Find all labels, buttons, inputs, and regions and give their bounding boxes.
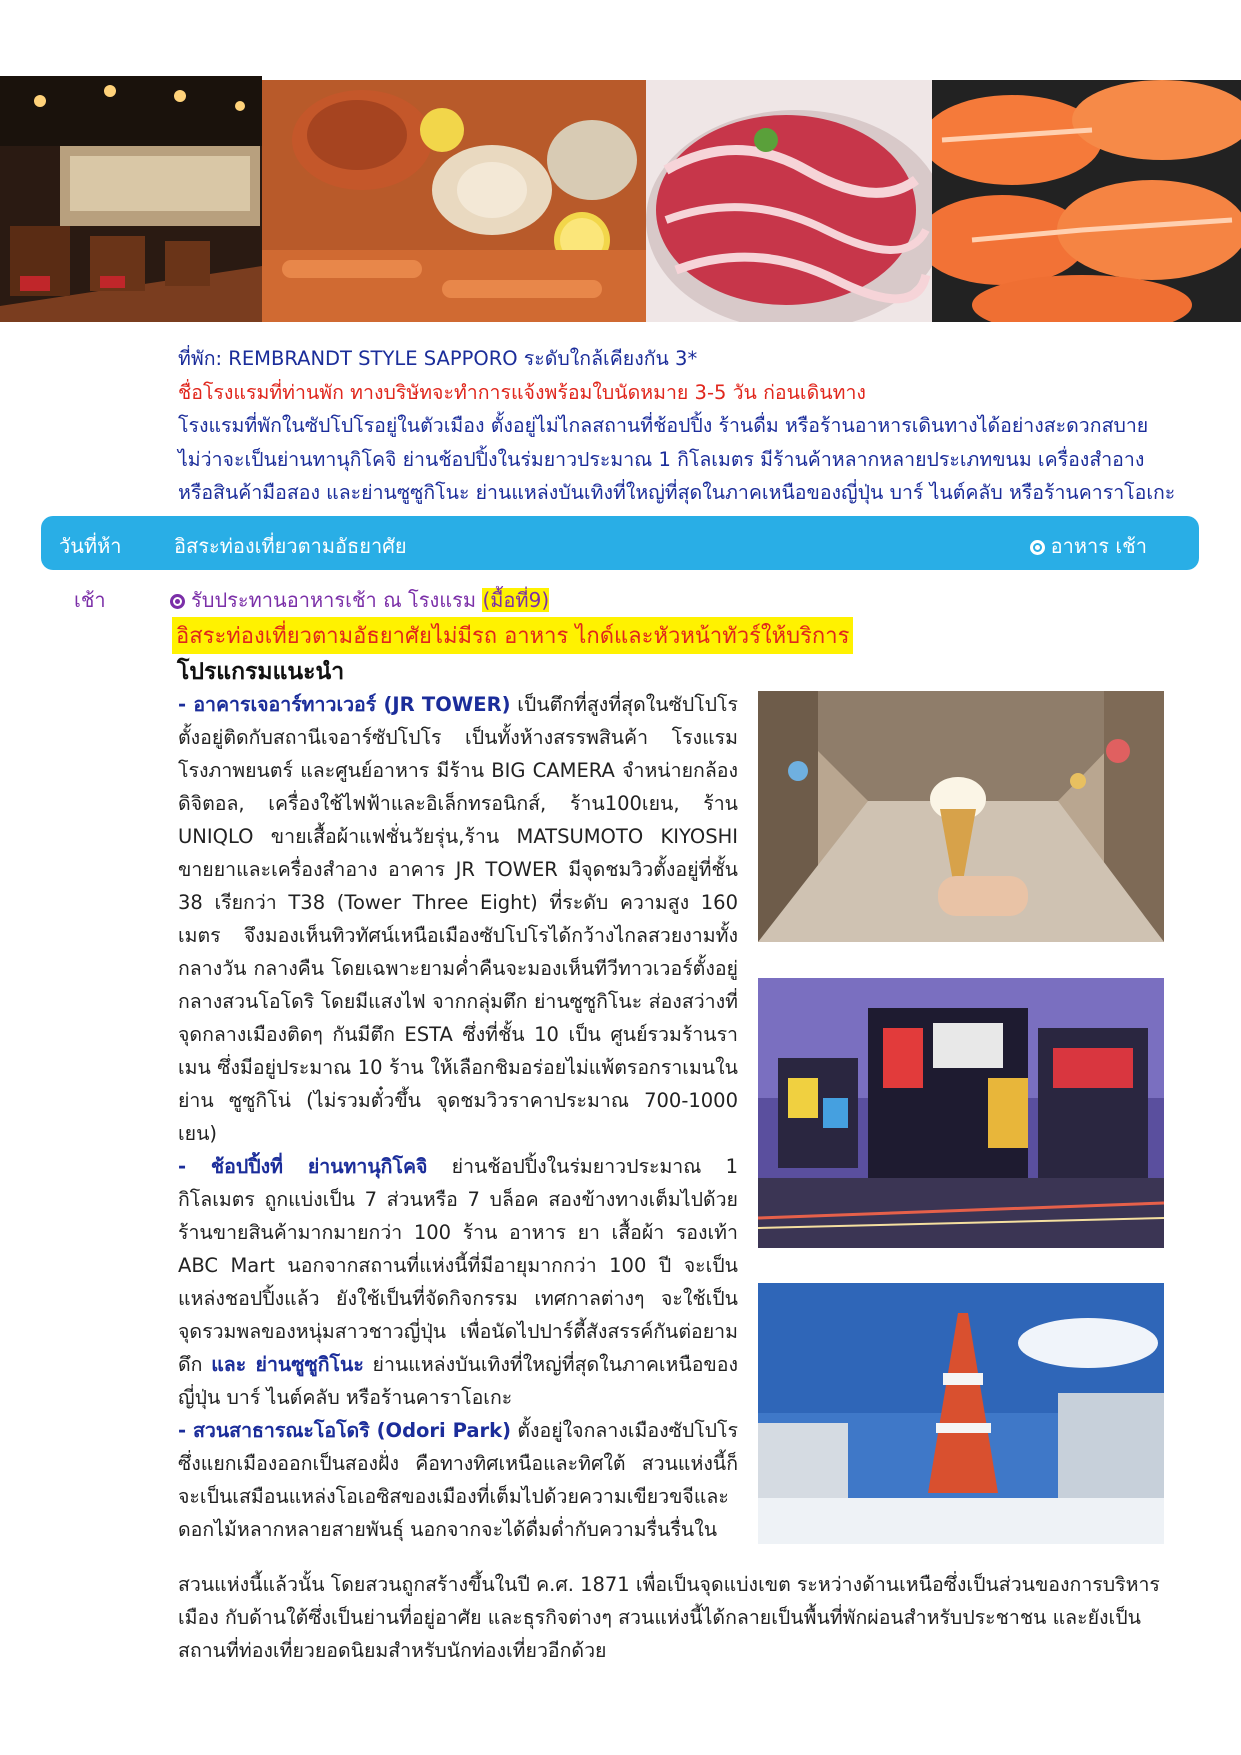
- meal-plate-icon: [1030, 540, 1045, 555]
- tanuki-paragraph: [178, 1150, 738, 1414]
- odori-paragraph: [178, 1414, 738, 1546]
- program-body: [178, 688, 738, 1546]
- seafood-platter-photo: [262, 80, 646, 322]
- free-time-notice: อิสระท่องเที่ยวตามอัธยาศัยไม่มีรถ อาหาร ไกด์และหัวหน้าทัวร์ให้บริการ: [172, 617, 853, 654]
- tanuki-heading: - ช้อปปิ้งที่ ย่านทานุกิโคจิ: [178, 1155, 428, 1178]
- wagyu-beef-photo: [646, 80, 932, 322]
- breakfast-line: [170, 584, 549, 616]
- morning-label: เช้า: [74, 588, 106, 612]
- salmon-sushi-photo: [932, 80, 1241, 322]
- day-meal-label: อาหาร เช้า: [1050, 534, 1147, 558]
- breakfast-text: รับประทานอาหารเช้า ณ โรงแรม: [191, 588, 477, 612]
- hotel-desc-line: โรงแรมที่พักในซัปโปโรอยู่ในตัวเมือง ตั้งอยู่ไม่ไกลสถานที่ช้อปปิ้ง ร้านดื่ม หรือร้านอาหารเดินทางได้อย่างสะดวกสบาย: [178, 414, 1149, 437]
- sapporo-tv-tower-photo: [758, 1283, 1164, 1544]
- day-title: อิสระท่องเที่ยวตามอัธยาศัย: [174, 534, 407, 558]
- hotel-desc-line: ไม่ว่าจะเป็นย่านทานุกิโคจิ ย่านช้อปปิ้งในร่มยาวประมาณ 1 กิโลเมตร มีร้านค้าหลากหลายประเภทขนม เครื่องสำอาง: [178, 447, 1145, 471]
- jr-tower-paragraph: [178, 688, 738, 1150]
- recommended-program-title: โปรแกรมแนะนำ: [177, 659, 345, 685]
- jr-tower-heading: - อาคารเจอาร์ทาวเวอร์ (JR TOWER): [178, 693, 511, 716]
- odori-tail-text: สวนแห่งนี้แล้วนั้น โดยสวนถูกสร้างขึ้นในปี ค.ศ. 1871 เพื่อเป็นจุดแบ่งเขต ระหว่างด้านเหนือซึ่งเป็นส่วนของการบริหารเมือง กับด้านใต้ซึ่งเป็นย่านที่อยู่อาศัย และธุรกิจต่างๆ สวนแห่งนี้ได้กลายเป็นพื้นที่พักผ่อนสำหรับประชาชน และยังเป็นสถานที่ท่องเที่ยวยอดนิยมสำหรับนักท่องเที่ยวอีกด้วย: [178, 1573, 1160, 1662]
- hotel-desc-line: หรือสินค้ามือสอง และย่านซูซูกิโนะ ย่านแหล่งบันเทิงที่ใหญ่ที่สุดในภาคเหนือของญี่ปุ่น บาร์ ไนต์คลับ หรือร้านคาราโอเกะ: [178, 481, 1176, 504]
- susukino-text: ย่านแหล่งบันเทิงที่ใหญ่ที่สุดในภาคเหนือของญี่ปุ่น บาร์ ไนต์คลับ หรือร้านคาราโอเกะ: [178, 1353, 738, 1409]
- susukino-heading: และ ย่านซูซูกิโนะ: [211, 1353, 364, 1376]
- ice-cream-arcade-photo: [758, 691, 1164, 942]
- day-label: วันที่ห้า: [59, 534, 122, 558]
- hotel-name-line: ที่พัก: REMBRANDT STYLE SAPPORO ระดับใกล้เคียงกัน 3*: [178, 347, 698, 370]
- jr-tower-text: เป็นตึกที่สูงที่สุดในซัปโปโร ตั้งอยู่ติดกับสถานีเจอาร์ซัปโปโร เป็นทั้งห้างสรรพสินค้า โรงแรม โรงภาพยนตร์ และศูนย์อาหาร มีร้าน BIG CAMERA จำหน่ายกล้องดิจิตอล, เครื่องใช้ไฟฟ้าและอิเล็กทรอนิกส์, ร้าน100เยน, ร้าน UNIQLO ขายเสื้อผ้าแฟชั่นวัยรุ่น,ร้าน MATSUMOTO KIYOSHI ขายยาและเครื่องสำอาง อาคาร JR TOWER มีจุดชมวิวตั้งอยู่ที่ชั้น 38 เรียกว่า T38 (Tower Three Eight) ที่ระดับ ความสูง 160 เมตร จึงมองเห็นทิวทัศน์เหนือเมืองซัปโปโรได้กว้างไกลสวยงามทั้งกลางวัน กลางคืน โดยเฉพาะยามค่ำคืนจะมองเห็นทีวีทาวเวอร์ตั้งอยู่กลางสวนโอโดริ โดยมีแสงไฟ จากกลุ่มตึก ย่านซูซูกิโนะ ส่องสว่างที่จุดกลางเมืองติดๆ กันมีตึก ESTA ซึ่งที่ชั้น 10 เป็น ศูนย์รวมร้านราเมน ซึ่งมีอยู่ประมาณ 10 ร้าน ให้เลือกชิมอร่อยไม่แพ้ตรอกราเมนในย่าน ซูซูกิโน่ (ไม่รวมตั๋วขึ้น จุดชมวิวราคาประมาณ 700-1000 เยน): [178, 693, 738, 1145]
- day-header-bar: [41, 516, 1199, 570]
- restaurant-interior-photo: [0, 76, 262, 322]
- odori-heading: - สวนสาธารณะโอโดริ (Odori Park): [178, 1419, 512, 1442]
- odori-text: ตั้งอยู่ใจกลางเมืองซัปโปโร ซึ่งแยกเมืองออกเป็นสองฝั่ง คือทางทิศเหนือและทิศใต้ สวนแห่งนี้ก็จะเป็นเสมือนแหล่งโอเอซิสของเมืองที่เต็มไปด้วยความเขียวขจีและดอกไม้หลากหลายสายพันธุ์ นอกจากจะได้ดื่มด่ำกับความรื่นรื่นใน: [178, 1419, 739, 1541]
- meal-plate-icon: [170, 594, 185, 609]
- susukino-crossing-photo: [758, 978, 1164, 1248]
- tanuki-text: ย่านช้อปปิ้งในร่มยาวประมาณ 1 กิโลเมตร ถูกแบ่งเป็น 7 ส่วนหรือ 7 บล็อค สองข้างทางเต็มไปด้วยร้านขายสินค้ามากมายกว่า 100 ร้าน อาหาร ยา เสื้อผ้า รองเท้า ABC Mart นอกจากสถานที่แห่งนี้ที่มีอายุมากกว่า 100 ปี จะเป็นแหล่งชอปปิ้งแล้ว ยังใช้เป็นที่จัดกิจกรรม เทศกาลต่างๆ จะใช้เป็นจุดรวมพลของหนุ่มสาวชาวญี่ปุ่น เพื่อนัดไปปาร์ตี้สังสรรค์กันต่อยามดึก: [178, 1155, 738, 1376]
- odori-tail: [178, 1568, 1178, 1667]
- hotel-info: [178, 342, 1198, 510]
- hotel-notice-line: ชื่อโรงแรมที่ท่านพัก ทางบริษัทจะทำการแจ้งพร้อมใบนัดหมาย 3-5 วัน ก่อนเดินทาง: [178, 380, 866, 404]
- meal-number: (มื้อที่9): [482, 588, 550, 612]
- day-meal: [1030, 530, 1147, 562]
